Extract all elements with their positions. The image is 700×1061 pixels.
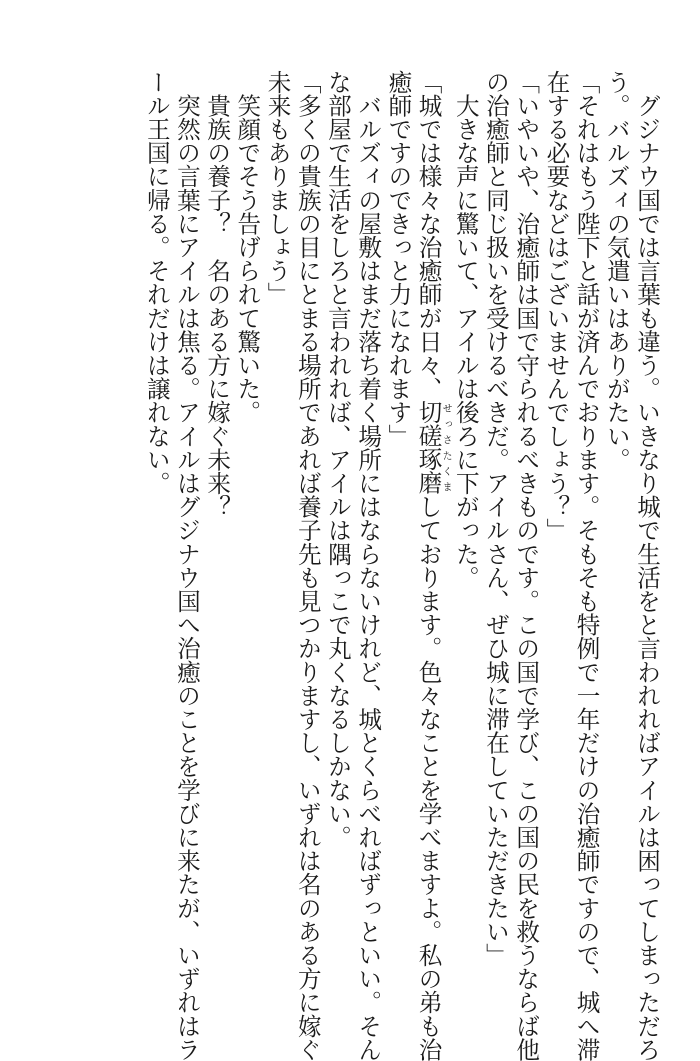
text-line: 「多くの貴族の目にとまる場所であれば養子先も見つかりますし、いずれは名のある方に嫁ぐ (293, 70, 322, 1061)
text-line: う。バルズィの気遣いはありがたい。 (602, 70, 631, 472)
text-line: 笑顔でそう告げられて驚いた。 (233, 70, 262, 424)
text-line: バルズィの屋敷はまだ落ち着く場所にはならないけれど、城とくらべればずっといい。そん (354, 70, 383, 1061)
vertical-text-block (58, 70, 662, 1061)
text-line: 「城では様々な治癒師が日々、切磋琢磨せっさたくましております。色々なことを学べますよ。私の弟も治 (414, 70, 452, 1061)
text-line: ール王国に帰る。それだけは譲れない。 (142, 70, 171, 495)
ruby-annotation: 切磋琢磨せっさたくま (414, 400, 452, 495)
text-line: 突然の言葉にアイルは焦る。アイルはグジナウ国へ治癒のことを学びに来たが、いずれはラ (172, 70, 201, 1061)
text-line: 癒師ですのできっと力になれます」 (384, 70, 413, 448)
ruby-reading: せっさたくま (440, 400, 452, 495)
text-line: 「それはもう陛下と話が済んでおります。そもそも特例で一年だけの治癒師ですので、城へ滞 (572, 70, 601, 1061)
text-line: の治癒師と同じ扱いを受けるべきだ。アイルさん、ぜひ城に滞在していただきたい」 (481, 70, 510, 967)
text-line: 大きな声に驚いて、アイルは後ろに下がった。 (451, 70, 480, 590)
text-line: な部屋で生活をしろと言われれば、アイルは隅っこで丸くなるしかない。 (323, 70, 352, 849)
text-line: 貴族の養子？ 名のある方に嫁ぐ未来？ (203, 70, 232, 519)
text-line: グジナウ国では言葉も違う。いきなり城で生活をと言われればアイルは困ってしまっただろ (633, 70, 661, 1061)
text-line: 未来もありましょう」 (263, 70, 292, 306)
text-line: 在する必要などはございませんでしょう？」 (542, 70, 571, 542)
text-line: 「いやいや、治癒師は国で守られるべきものです。この国で学び、この国の民を救うならば他 (512, 70, 541, 1061)
